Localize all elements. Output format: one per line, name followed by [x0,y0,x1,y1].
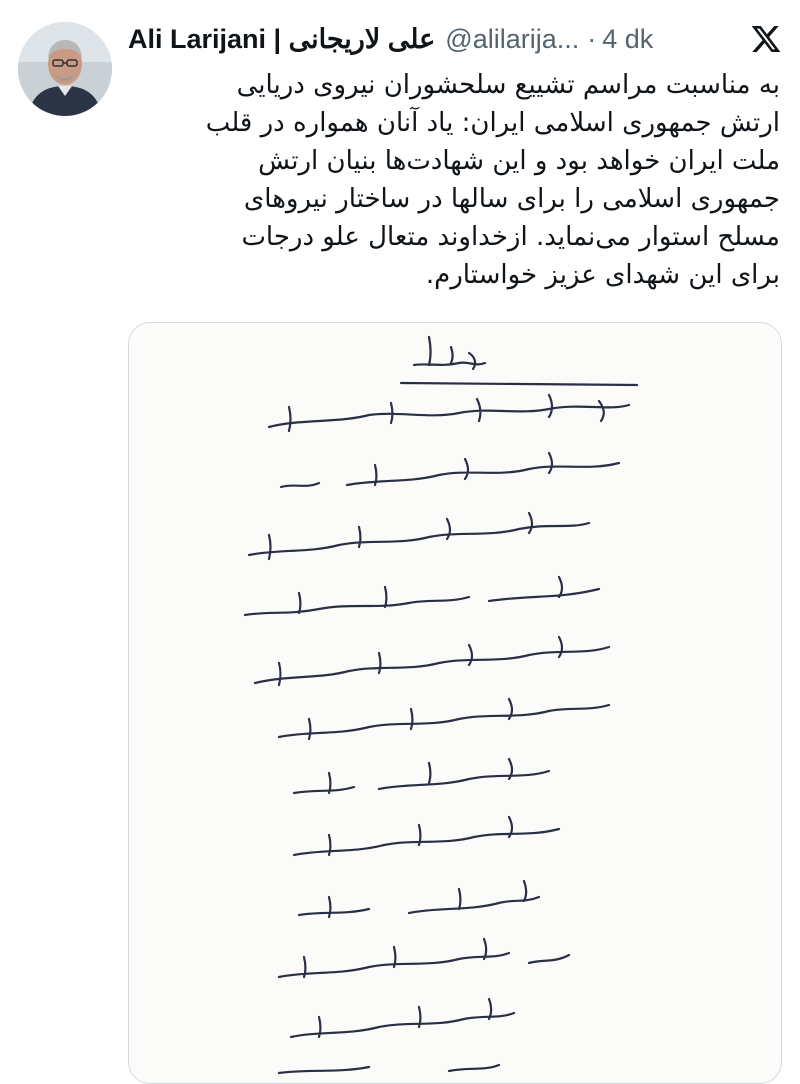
tweet-line: ارتش جمهوری اسلامی ایران: یاد آنان همواره در قلب [205,108,780,138]
tweet-text [128,66,780,294]
author-handle[interactable]: @alilarija... [445,23,580,54]
avatar[interactable] [18,22,112,116]
author-display-name[interactable]: Ali Larijani | علی لاریجانی [128,23,436,54]
tweet-line: مسلح استوار می‌نماید. ازخداوند متعال علو درجات [241,222,780,252]
attached-media-image[interactable] [128,322,782,1084]
tweet-header [128,14,782,64]
tweet-line: ملت ایران خواهد بود و این شهادت‌ها بنیان ارتش [258,146,780,176]
tweet-line: برای این شهدای عزیز خواستارم. [425,260,780,290]
post-timestamp[interactable]: 4 dk [602,23,654,54]
profile-photo [18,22,112,116]
separator-dot: · [587,23,597,54]
handwritten-note-image [129,323,781,1083]
tweet-line: جمهوری اسلامی را برای سالها در ساختار نیروهای [243,184,780,214]
x-logo-icon[interactable] [750,23,782,55]
tweet-line: به مناسبت مراسم تشییع سلحشوران نیروی دریایی [236,70,780,100]
